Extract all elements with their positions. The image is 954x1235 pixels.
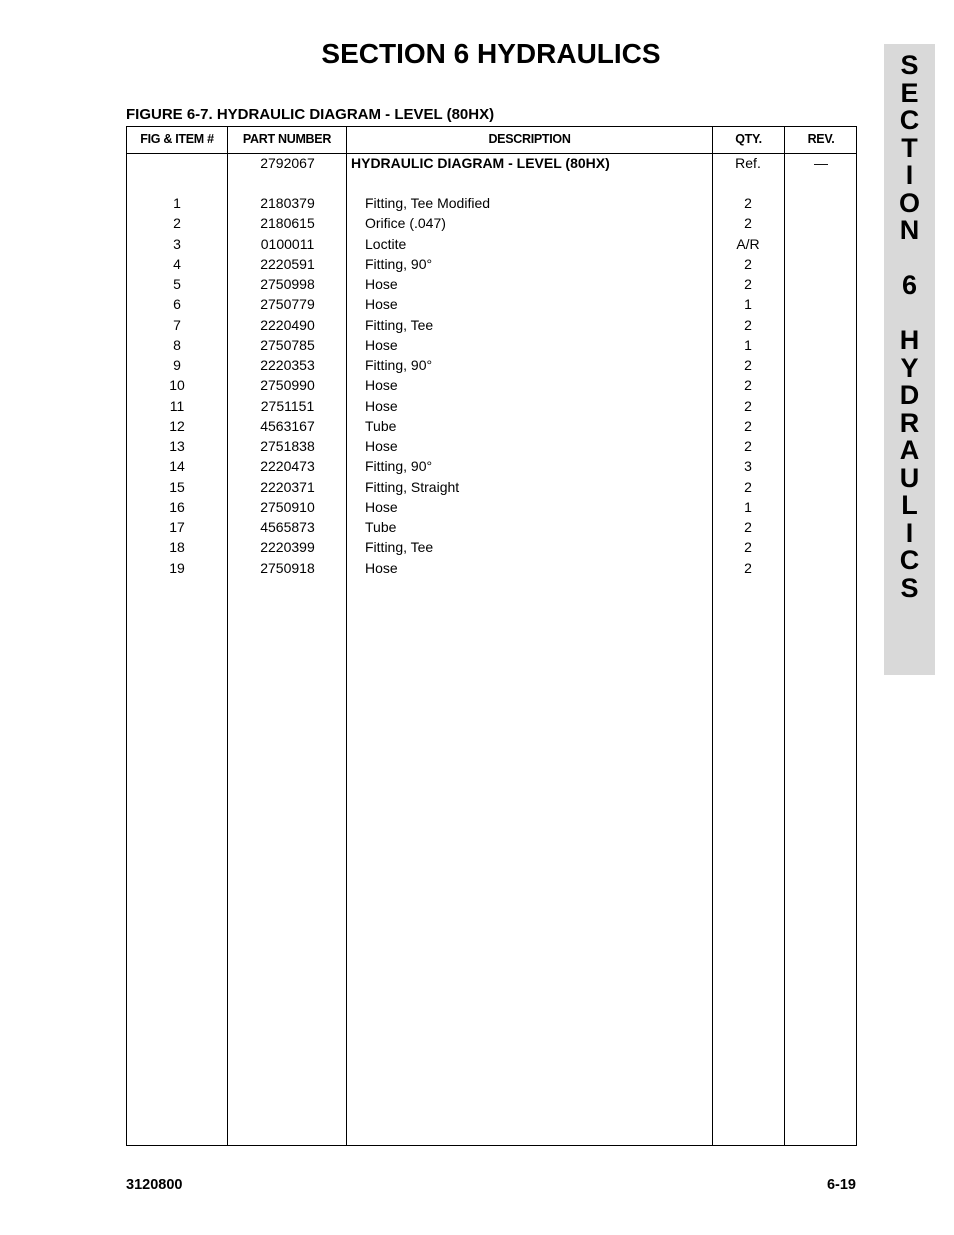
side-tab-letter: 6 — [901, 270, 918, 300]
quantity: 2 — [744, 417, 752, 434]
item-number: 17 — [169, 519, 185, 535]
description: Hose — [365, 276, 398, 292]
table-row — [127, 213, 858, 233]
part-number: 2180379 — [260, 195, 315, 211]
parts-table — [126, 126, 857, 1146]
header-fig-item: FIG & ITEM # — [140, 132, 214, 146]
side-tab-letter — [884, 245, 935, 273]
item-number: 18 — [169, 539, 185, 556]
part-number: 2180615 — [260, 215, 315, 232]
part-number: 2750990 — [260, 377, 315, 394]
table-row — [127, 558, 858, 578]
table-row — [127, 497, 858, 517]
item-number: 3 — [173, 235, 181, 252]
assembly-row — [127, 153, 858, 173]
description: Fitting, 90° — [365, 458, 433, 475]
quantity: 2 — [744, 519, 752, 535]
table-row — [127, 416, 858, 436]
assembly-rev: — — [814, 155, 828, 171]
item-number: 8 — [173, 336, 181, 353]
description: Hose — [365, 498, 398, 515]
part-number: 2751151 — [260, 397, 315, 414]
description: Tube — [365, 417, 397, 434]
description: Loctite — [365, 235, 407, 252]
side-tab-letter: E — [900, 77, 919, 108]
description: Hose — [365, 296, 398, 313]
part-number: 2750998 — [260, 276, 315, 292]
side-tab-letter: C — [899, 545, 920, 575]
item-number: 2 — [173, 215, 181, 232]
assembly-part-number: 2792067 — [260, 155, 315, 171]
side-tab-letter: O — [898, 187, 920, 218]
table-row — [127, 355, 858, 375]
description: Fitting, 90° — [365, 357, 433, 373]
item-number: 10 — [169, 377, 185, 394]
table-row — [127, 477, 858, 497]
item-number: 11 — [169, 397, 185, 414]
description: Fitting, 90° — [365, 255, 433, 272]
header-description: DESCRIPTION — [488, 132, 571, 146]
table-row — [127, 456, 858, 476]
description: Hose — [365, 397, 398, 414]
table-row — [127, 193, 858, 213]
quantity: 1 — [744, 336, 752, 353]
side-tab-letter: T — [901, 132, 918, 163]
side-tab-letters — [884, 52, 935, 602]
quantity: A/R — [736, 235, 760, 252]
header-part-number: PART NUMBER — [242, 132, 332, 146]
description: Hose — [365, 438, 398, 454]
item-number: 15 — [169, 478, 185, 495]
table-row — [127, 436, 858, 456]
side-tab-letter: I — [905, 160, 914, 190]
side-tab-letter: S — [900, 572, 919, 603]
description: Orifice (.047) — [365, 215, 446, 232]
part-number: 0100011 — [260, 235, 315, 252]
quantity: 2 — [744, 377, 752, 394]
table-row — [127, 335, 858, 355]
table-row — [127, 274, 858, 294]
quantity: 2 — [744, 276, 752, 292]
part-number: 4565873 — [260, 519, 315, 535]
side-tab-letter: D — [899, 380, 920, 410]
quantity: 2 — [744, 397, 752, 414]
page-number: 6-19 — [826, 1177, 856, 1193]
description: Hose — [365, 336, 398, 353]
part-number: 2220473 — [260, 458, 315, 475]
description: Fitting, Tee — [365, 539, 434, 556]
side-tab-letter: S — [900, 50, 919, 80]
section-side-tab — [884, 44, 935, 675]
table-row — [127, 517, 858, 537]
side-tab-letter: A — [899, 435, 920, 465]
document-number: 3120800 — [126, 1177, 183, 1193]
side-tab-letter: R — [899, 407, 920, 438]
assembly-description: HYDRAULIC DIAGRAM - LEVEL (80HX) — [351, 155, 610, 171]
item-number: 12 — [169, 417, 185, 434]
table-row — [127, 315, 858, 335]
quantity: 1 — [744, 498, 752, 515]
table-row — [127, 254, 858, 274]
quantity: 1 — [744, 296, 752, 313]
quantity: 2 — [744, 255, 752, 272]
header-qty: QTY. — [735, 132, 762, 146]
part-number: 2220353 — [260, 357, 315, 373]
description: Fitting, Tee Modified — [365, 195, 491, 211]
part-number: 2220399 — [260, 539, 315, 556]
item-number: 5 — [173, 276, 181, 292]
item-number: 7 — [173, 316, 181, 333]
quantity: 2 — [744, 316, 752, 333]
side-tab-letter: H — [899, 325, 920, 355]
part-number: 2750910 — [260, 498, 315, 515]
table-row — [127, 294, 858, 314]
part-number: 2751838 — [260, 438, 315, 454]
table-row — [127, 537, 858, 557]
assembly-qty: Ref. — [735, 155, 761, 171]
quantity: 2 — [744, 438, 752, 454]
quantity: 3 — [744, 458, 752, 475]
side-tab-letter: C — [899, 105, 920, 135]
table-row — [127, 375, 858, 395]
side-tab-letter — [884, 300, 935, 328]
header-rev: REV. — [807, 132, 835, 146]
item-number: 13 — [169, 438, 185, 454]
side-tab-letter: I — [905, 517, 914, 548]
item-number: 16 — [169, 498, 185, 515]
quantity: 2 — [744, 215, 752, 232]
description: Fitting, Straight — [365, 478, 460, 495]
item-number: 1 — [173, 195, 181, 211]
side-tab-letter: N — [899, 215, 920, 245]
item-number: 19 — [169, 559, 185, 576]
item-number: 9 — [173, 357, 181, 373]
description: Hose — [365, 377, 398, 394]
description: Fitting, Tee — [365, 316, 434, 333]
part-number: 4563167 — [260, 417, 315, 434]
part-number: 2220490 — [260, 316, 315, 333]
item-number: 6 — [173, 296, 181, 313]
table-row — [127, 396, 858, 416]
table-row — [127, 234, 858, 254]
figure-caption: FIGURE 6-7. HYDRAULIC DIAGRAM - LEVEL (80HX) — [126, 106, 495, 123]
part-number: 2750785 — [260, 336, 315, 353]
side-tab-letter: Y — [900, 352, 919, 383]
description: Hose — [365, 559, 398, 576]
side-tab-letter: L — [901, 490, 918, 520]
quantity: 2 — [744, 478, 752, 495]
item-number: 4 — [173, 255, 181, 272]
quantity: 2 — [744, 539, 752, 556]
quantity: 2 — [744, 559, 752, 576]
part-number: 2220591 — [260, 255, 315, 272]
side-tab-letter: U — [899, 462, 920, 493]
quantity: 2 — [744, 195, 752, 211]
description: Tube — [365, 519, 397, 535]
part-number: 2750918 — [260, 559, 315, 576]
part-number: 2220371 — [260, 478, 315, 495]
part-number: 2750779 — [260, 296, 315, 313]
quantity: 2 — [744, 357, 752, 373]
item-number: 14 — [169, 458, 185, 475]
page-title: SECTION 6 HYDRAULICS — [321, 38, 661, 69]
